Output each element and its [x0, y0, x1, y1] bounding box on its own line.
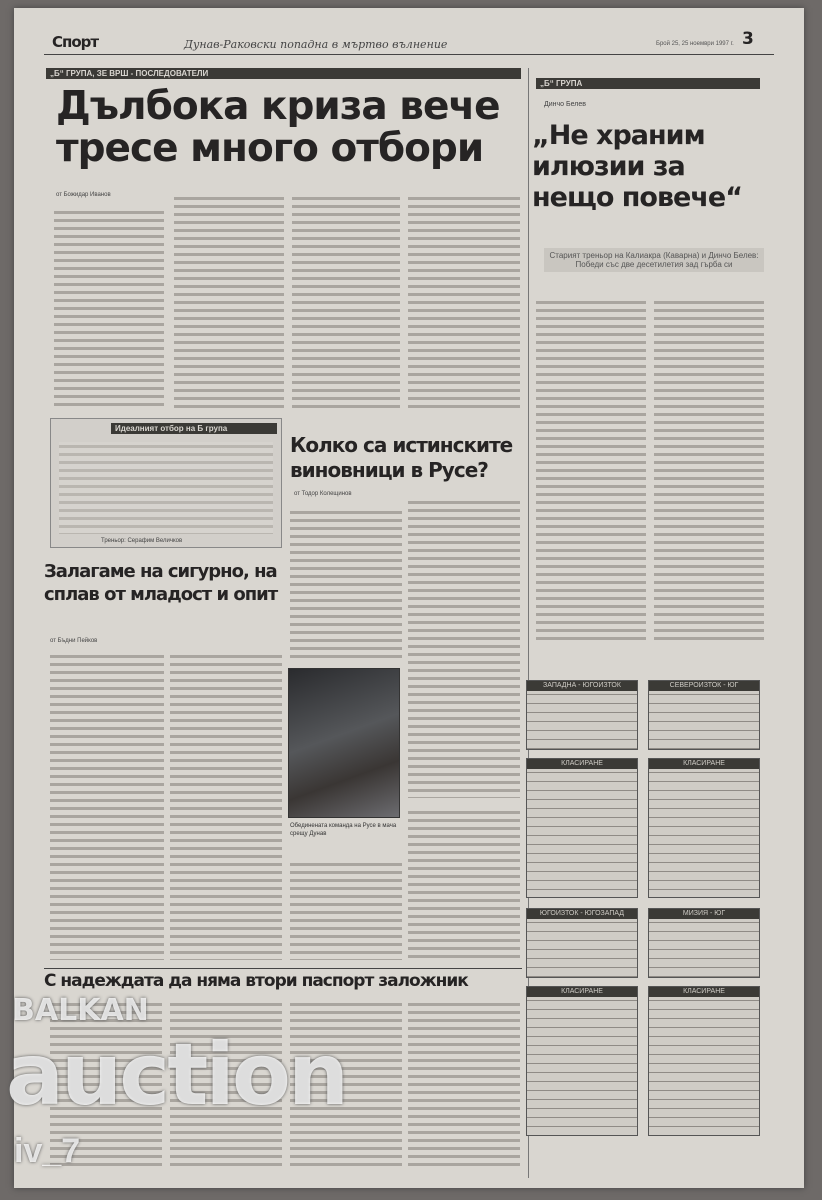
- watermark-brand: auction: [6, 1025, 347, 1125]
- interview-deck: Старият треньор на Калиакра (Каварна) и Динчо Белев: Победи със две десетилетия зад гърба си: [544, 248, 764, 272]
- interview-headline: „Не храним илюзии за нещо повече“: [532, 120, 742, 214]
- watermark-user: iv_7: [14, 1132, 81, 1170]
- right-section-bar: „Б“ ГРУПА: [536, 78, 760, 89]
- table-title: КЛАСИРАНЕ: [649, 987, 759, 997]
- watermark-brand-top: BALKAN: [12, 993, 149, 1028]
- standings-tables: [526, 680, 766, 1180]
- page-tagline: Дунав-Раковски попадна в мъртво вълнение: [184, 38, 448, 51]
- table-title: КЛАСИРАНЕ: [527, 987, 637, 997]
- main-headline: Дълбока криза вече тресе много отбори: [56, 84, 500, 172]
- story3-headline: Колко са истинските виновници в Русе?: [290, 433, 513, 482]
- lineup-box: [50, 418, 282, 548]
- page-number: 3: [742, 29, 753, 49]
- lineup-coach: Треньор: Серафим Величков: [101, 538, 183, 544]
- football-photo: [288, 668, 400, 818]
- table-title: СЕВЕРОИЗТОК - ЮГ: [649, 681, 759, 691]
- table-title: ЮГОИЗТОК - ЮГОЗАПАД: [527, 909, 637, 919]
- story2-headline: Залагаме на сигурно, на сплав от младост и опит: [44, 561, 278, 605]
- kicker: Динчо Белев: [544, 101, 586, 108]
- story3-byline: от Тодор Колещинов: [294, 491, 352, 497]
- table-title: МИЗИЯ - ЮГ: [649, 909, 759, 919]
- photo-caption: Обединената команда на Русе в мача срещу Дунав: [290, 823, 397, 837]
- section-bar: „Б“ ГРУПА, ЗЕ ВРШ - ПОСЛЕДОВАТЕЛИ: [46, 68, 521, 79]
- story2-byline: от Бъдни Пейков: [50, 638, 98, 644]
- table-title: КЛАСИРАНЕ: [527, 759, 637, 769]
- story4-headline: С надеждата да няма втори паспорт заложник: [44, 971, 468, 991]
- lineup-title: Идеалният отбор на Б група: [111, 423, 277, 434]
- table-title: КЛАСИРАНЕ: [649, 759, 759, 769]
- table-title: ЗАПАДНА - ЮГОИЗТОК: [527, 681, 637, 691]
- section-title: Спорт: [52, 33, 99, 51]
- issue-date: Брой 25, 25 ноември 1997 г.: [656, 41, 734, 47]
- byline: от Божидар Иванов: [56, 192, 111, 198]
